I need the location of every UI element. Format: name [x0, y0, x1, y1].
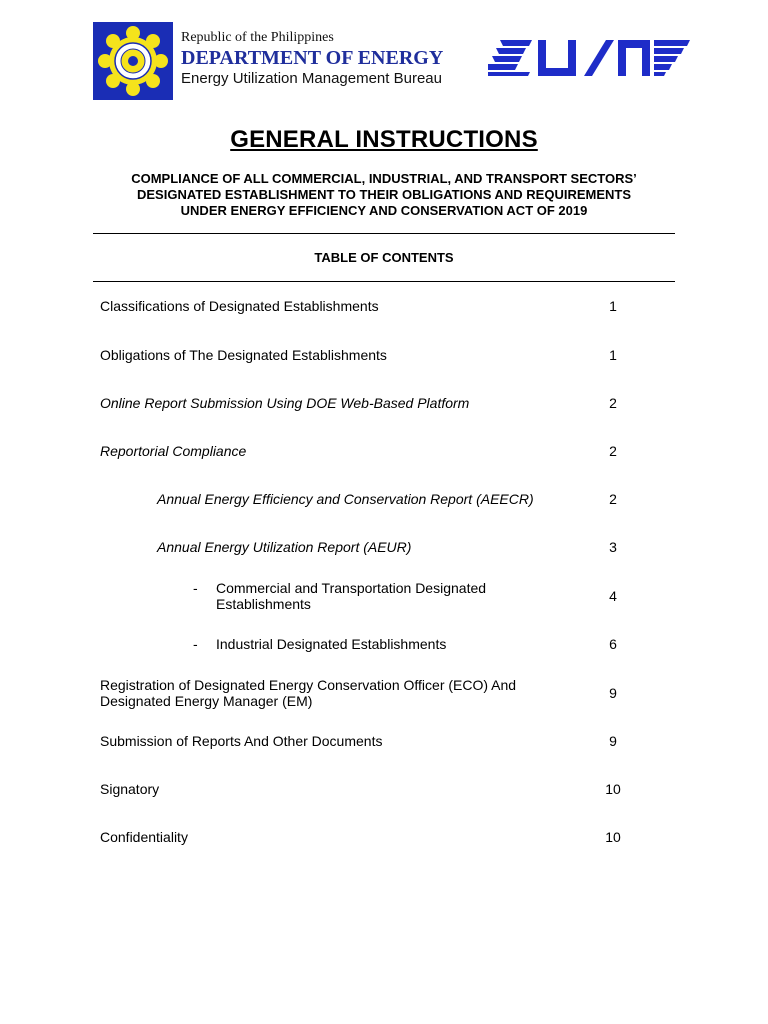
department-name: DEPARTMENT OF ENERGY	[181, 47, 444, 69]
page-title: GENERAL INSTRUCTIONS	[230, 126, 538, 153]
toc-entry-page: 2	[609, 443, 617, 459]
toc-entry-page: 9	[609, 733, 617, 749]
toc-entry-label: Annual Energy Utilization Report (AEUR)	[157, 539, 412, 555]
toc-entry-page: 2	[609, 491, 617, 507]
toc-entry-label-line: Commercial and Transportation Designated	[216, 580, 487, 596]
toc-heading: TABLE OF CONTENTS	[314, 250, 454, 265]
document-subtitle	[90, 171, 678, 219]
toc-entry-label: Confidentiality	[100, 829, 188, 845]
toc-entry-label: Submission of Reports And Other Documents	[100, 733, 383, 749]
toc-entry-label-line: Designated Energy Manager (EM)	[100, 693, 313, 709]
subtitle-line: UNDER ENERGY EFFICIENCY AND CONSERVATION ACT OF 2019	[180, 203, 588, 218]
toc-entry-page: 1	[609, 347, 617, 363]
doe-seal-icon	[93, 22, 173, 100]
toc-entry-page: 2	[609, 395, 617, 411]
divider-top	[93, 233, 675, 234]
divider-bottom	[93, 281, 675, 282]
toc-entry-label	[100, 677, 516, 709]
toc-entry-label-line: Establishments	[216, 596, 311, 612]
toc-entry-page: 10	[605, 781, 621, 797]
toc-entry-label: Reportorial Compliance	[100, 443, 247, 459]
eumb-logo-icon	[488, 38, 690, 78]
toc-entry-label: Obligations of The Designated Establishments	[100, 347, 387, 363]
toc-entry-label	[216, 580, 486, 612]
subtitle-line: DESIGNATED ESTABLISHMENT TO THEIR OBLIGATIONS AND REQUIREMENTS	[136, 187, 631, 202]
toc-entry-label: Industrial Designated Establishments	[216, 636, 447, 652]
toc-entry-page: 9	[609, 685, 617, 701]
subtitle-line: COMPLIANCE OF ALL COMMERCIAL, INDUSTRIAL, AND TRANSPORT SECTORS’	[131, 171, 637, 186]
toc-entry-label: Online Report Submission Using DOE Web-Based Platform	[100, 395, 470, 411]
toc-entry-page: 3	[609, 539, 617, 555]
republic-label: Republic of the Philippines	[181, 30, 334, 45]
header-text-block	[181, 30, 443, 88]
bureau-name: Energy Utilization Management Bureau	[181, 70, 442, 87]
toc-entry-page: 4	[609, 588, 617, 604]
toc-entry-page: 6	[609, 636, 617, 652]
toc-entry-page: 10	[605, 829, 621, 845]
toc-entry-label: Classifications of Designated Establishments	[100, 298, 379, 314]
toc-entry-label: Annual Energy Efficiency and Conservation Report (AEECR)	[157, 491, 534, 507]
toc-entry-label-line: Registration of Designated Energy Conservation Officer (ECO) And	[100, 677, 517, 693]
toc-entry-bullet: -	[193, 580, 198, 596]
toc-entry-bullet: -	[193, 636, 198, 652]
toc-entry-page: 1	[609, 298, 617, 314]
toc-entry-label: Signatory	[100, 781, 160, 797]
